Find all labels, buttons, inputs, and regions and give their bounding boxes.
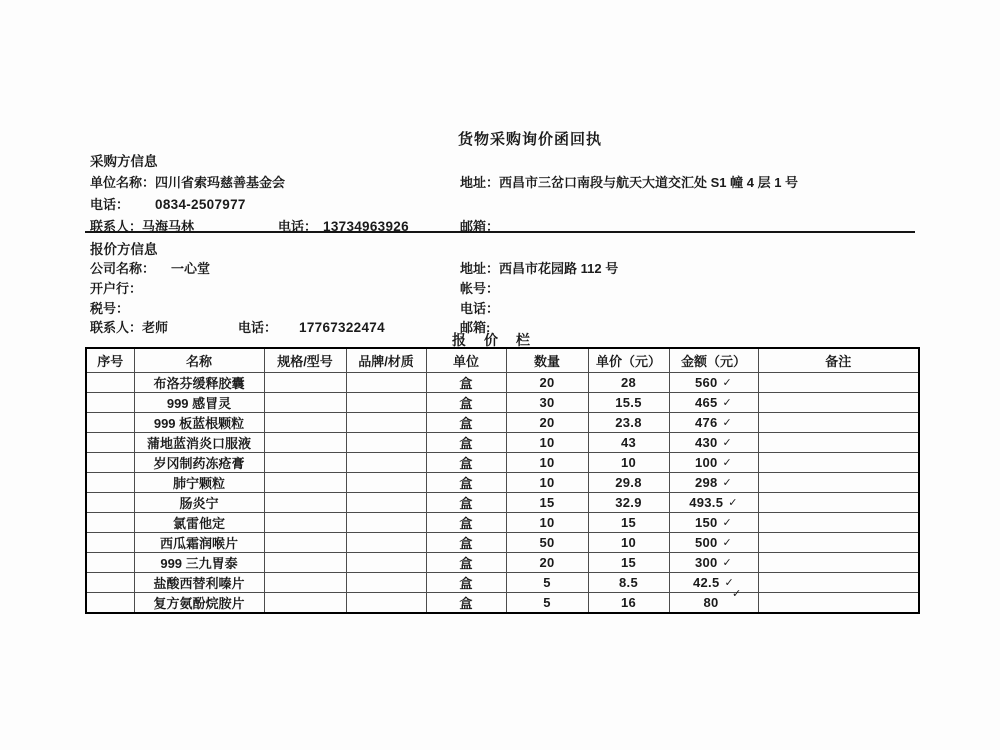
- cell-amount: [669, 552, 758, 572]
- amount-value: 42.5: [692, 574, 720, 590]
- cell-amount: [669, 452, 758, 472]
- bank-label: 开户行：: [90, 281, 143, 296]
- cell-seq: [86, 392, 134, 412]
- header-brand: 品牌/材质: [346, 348, 426, 372]
- header-price: 单价（元）: [588, 348, 669, 372]
- cell-brand: [346, 392, 426, 412]
- cell-amount: [669, 532, 758, 552]
- purchaser-address-value: 西昌市三岔口南段与航天大道交汇处 S1 幢 4 层 1 号: [499, 175, 799, 190]
- cell-spec: [264, 552, 346, 572]
- cell-price: 15: [588, 552, 669, 572]
- cell-brand: [346, 592, 426, 613]
- cell-unit: 盒: [426, 532, 506, 552]
- cell-spec: [264, 432, 346, 452]
- unit-name-label: 单位名称：: [90, 175, 156, 190]
- cell-note: [758, 372, 919, 392]
- header-note: 备注: [758, 348, 919, 372]
- amount-value: 80: [703, 594, 719, 610]
- purchaser-contact-phone-value: 13734963926: [323, 219, 409, 234]
- cell-note: [758, 432, 919, 452]
- cell-qty: 10: [506, 432, 588, 452]
- purchaser-section-title: 采购方信息: [90, 154, 158, 169]
- quoter-contact-label: 联系人：: [90, 320, 143, 335]
- cell-brand: [346, 472, 426, 492]
- table-row: [86, 452, 919, 472]
- cell-qty: 20: [506, 412, 588, 432]
- check-mark-icon: ✓: [722, 536, 733, 549]
- quoter-contact-phone-value: 17767322474: [299, 320, 385, 335]
- quoter-company-line: [90, 258, 210, 277]
- header-seq: 序号: [86, 348, 134, 372]
- cell-amount: [669, 572, 758, 600]
- cell-spec: [264, 392, 346, 412]
- cell-unit: 盒: [426, 452, 506, 472]
- cell-amount: [669, 512, 758, 532]
- cell-unit: 盒: [426, 412, 506, 432]
- cell-note: [758, 412, 919, 432]
- check-mark-icon: ✓: [722, 456, 733, 469]
- amount-value: 150: [694, 514, 718, 530]
- cell-name: 盐酸西替利嗪片: [134, 572, 264, 592]
- quote-table: [85, 347, 920, 614]
- cell-note: [758, 472, 919, 492]
- header-spec: 规格/型号: [264, 348, 346, 372]
- table-row: [86, 472, 919, 492]
- page-title: 货物采购询价函回执: [457, 131, 602, 148]
- cell-name: 蒲地蓝消炎口服液: [134, 432, 264, 452]
- cell-brand: [346, 412, 426, 432]
- cell-price: 10: [588, 532, 669, 552]
- cell-name: 氯雷他定: [134, 512, 264, 532]
- purchaser-address-label: 地址：: [460, 175, 500, 190]
- cell-seq: [86, 472, 134, 492]
- check-mark-icon: ✓: [722, 556, 733, 569]
- quote-bar-title: 报 价 栏: [452, 332, 532, 348]
- cell-seq: [86, 412, 134, 432]
- cell-spec: [264, 412, 346, 432]
- header-amount: 金额（元）: [669, 348, 758, 372]
- cell-note: [758, 492, 919, 512]
- check-mark-icon: ✓: [722, 436, 733, 449]
- cell-spec: [264, 452, 346, 472]
- cell-unit: 盒: [426, 592, 506, 613]
- cell-qty: 10: [506, 512, 588, 532]
- cell-unit: 盒: [426, 392, 506, 412]
- cell-price: 29.8: [588, 472, 669, 492]
- cell-name: 布洛芬缓释胶囊: [134, 372, 264, 392]
- quoter-email-label: 邮箱:: [460, 320, 491, 335]
- quoter-contact-group: [90, 317, 238, 336]
- cell-spec: [264, 492, 346, 512]
- table-row: [86, 512, 919, 532]
- company-name-value: 一心堂: [171, 261, 211, 276]
- unit-name-value: 四川省索玛慈善基金会: [155, 175, 286, 190]
- quoter-contact-line: [90, 317, 385, 336]
- cell-unit: 盒: [426, 512, 506, 532]
- cell-qty: 20: [506, 372, 588, 392]
- cell-unit: 盒: [426, 372, 506, 392]
- header-unit: 单位: [426, 348, 506, 372]
- quote-table-body: [86, 372, 919, 613]
- quote-table-header: [86, 348, 919, 372]
- cell-qty: 10: [506, 472, 588, 492]
- cell-price: 23.8: [588, 412, 669, 432]
- quoter-contact-phone-label: 电话：: [238, 320, 278, 335]
- table-row: [86, 592, 919, 613]
- amount-value: 500: [694, 534, 718, 550]
- cell-note: [758, 452, 919, 472]
- cell-qty: 15: [506, 492, 588, 512]
- cell-seq: [86, 432, 134, 452]
- tax-label: 税号：: [90, 301, 130, 316]
- quoter-contact-value: 老师: [142, 320, 169, 335]
- amount-value: 100: [694, 454, 718, 470]
- cell-brand: [346, 532, 426, 552]
- cell-price: 15.5: [588, 392, 669, 412]
- cell-note: [758, 572, 919, 592]
- cell-name: 肺宁颗粒: [134, 472, 264, 492]
- cell-spec: [264, 372, 346, 392]
- cell-note: [758, 532, 919, 552]
- cell-unit: 盒: [426, 492, 506, 512]
- check-mark-icon: ✓: [722, 516, 733, 529]
- purchaser-contact-value: 马海马林: [142, 219, 195, 234]
- purchaser-phone-label: 电话：: [90, 197, 130, 212]
- cell-brand: [346, 372, 426, 392]
- cell-amount: [669, 392, 758, 412]
- cell-price: 16: [588, 592, 669, 613]
- cell-seq: [86, 492, 134, 512]
- header-qty: 数量: [506, 348, 588, 372]
- cell-price: 15: [588, 512, 669, 532]
- company-name-label: 公司名称：: [90, 261, 156, 276]
- quoter-phone-line: [460, 298, 499, 317]
- cell-name: 岁冈制药冻疮膏: [134, 452, 264, 472]
- quoter-address-line: [460, 258, 618, 277]
- amount-value: 430: [694, 434, 718, 450]
- cell-price: 28: [588, 372, 669, 392]
- cell-qty: 5: [506, 572, 588, 592]
- purchaser-phone-value: 0834-2507977: [155, 197, 246, 212]
- check-mark-icon: ✓: [728, 496, 738, 509]
- check-mark-icon: ✓: [722, 396, 733, 409]
- cell-amount: [669, 412, 758, 432]
- cell-name: 999 板蓝根颗粒: [134, 412, 264, 432]
- cell-qty: 10: [506, 452, 588, 472]
- cell-amount: [669, 372, 758, 392]
- header-name: 名称: [134, 348, 264, 372]
- cell-spec: [264, 572, 346, 592]
- cell-brand: [346, 432, 426, 452]
- cell-amount: [669, 432, 758, 452]
- cell-brand: [346, 492, 426, 512]
- amount-value: 476: [694, 414, 718, 430]
- cell-seq: [86, 592, 134, 613]
- check-mark-icon: ✓: [722, 476, 733, 489]
- cell-note: [758, 552, 919, 572]
- quoter-bank-line: [90, 278, 142, 297]
- cell-qty: 50: [506, 532, 588, 552]
- cell-brand: [346, 512, 426, 532]
- check-mark-icon: ✓: [722, 416, 733, 429]
- cell-name: 复方氨酚烷胺片: [134, 592, 264, 613]
- cell-price: 32.9: [588, 492, 669, 512]
- table-row: [86, 432, 919, 452]
- cell-name: 999 感冒灵: [134, 392, 264, 412]
- cell-price: 43: [588, 432, 669, 452]
- cell-name: 肠炎宁: [134, 492, 264, 512]
- check-mark-icon: ✓: [722, 376, 733, 389]
- cell-amount: [669, 492, 758, 512]
- cell-seq: [86, 452, 134, 472]
- purchaser-unit-line: [90, 172, 285, 191]
- table-row: [86, 532, 919, 552]
- purchaser-contact-label: 联系人：: [90, 219, 143, 234]
- cell-brand: [346, 572, 426, 592]
- table-row: [86, 372, 919, 392]
- cell-qty: 20: [506, 552, 588, 572]
- quoter-section-title: 报价方信息: [90, 242, 158, 257]
- cell-brand: [346, 452, 426, 472]
- cell-seq: [86, 552, 134, 572]
- table-row: [86, 552, 919, 572]
- table-row: [86, 572, 919, 592]
- cell-amount: [669, 472, 758, 492]
- purchaser-email-label: 邮箱：: [460, 219, 500, 234]
- cell-seq: [86, 512, 134, 532]
- cell-spec: [264, 472, 346, 492]
- purchaser-contact-phone-label: 电话：: [278, 219, 318, 234]
- cell-qty: 30: [506, 392, 588, 412]
- cell-seq: [86, 532, 134, 552]
- amount-value: 560: [694, 374, 718, 390]
- cell-qty: 5: [506, 592, 588, 613]
- quoter-tax-line: [90, 298, 129, 317]
- cell-spec: [264, 592, 346, 613]
- amount-value: 493.5: [689, 494, 724, 510]
- purchaser-address-line: [460, 172, 798, 191]
- account-label: 帐号：: [460, 281, 500, 296]
- cell-spec: [264, 512, 346, 532]
- table-row: [86, 492, 919, 512]
- section-divider-line: [85, 231, 915, 233]
- quoter-address-value: 西昌市花园路 112 号: [499, 261, 619, 276]
- extra-check-mark-icon: ✓: [731, 587, 742, 600]
- purchaser-phone-line: [90, 194, 246, 213]
- cell-spec: [264, 532, 346, 552]
- cell-brand: [346, 552, 426, 572]
- cell-name: 999 三九胃泰: [134, 552, 264, 572]
- check-mark-icon: ✓: [724, 576, 735, 589]
- table-row: [86, 412, 919, 432]
- cell-price: 8.5: [588, 572, 669, 592]
- cell-seq: [86, 372, 134, 392]
- cell-unit: 盒: [426, 572, 506, 592]
- table-row: [86, 392, 919, 412]
- amount-value: 465: [694, 394, 718, 410]
- header-row: [86, 348, 919, 372]
- quoter-address-label: 地址：: [460, 261, 500, 276]
- amount-value: 298: [694, 474, 718, 490]
- cell-name: 西瓜霜润喉片: [134, 532, 264, 552]
- cell-note: [758, 592, 919, 613]
- cell-unit: 盒: [426, 552, 506, 572]
- cell-note: [758, 392, 919, 412]
- cell-seq: [86, 572, 134, 592]
- quoter-phone-label: 电话：: [460, 301, 500, 316]
- cell-amount: [669, 592, 758, 613]
- amount-value: 300: [694, 554, 718, 570]
- quoter-account-line: [460, 278, 499, 297]
- cell-unit: 盒: [426, 472, 506, 492]
- cell-unit: 盒: [426, 432, 506, 452]
- cell-note: [758, 512, 919, 532]
- cell-price: 10: [588, 452, 669, 472]
